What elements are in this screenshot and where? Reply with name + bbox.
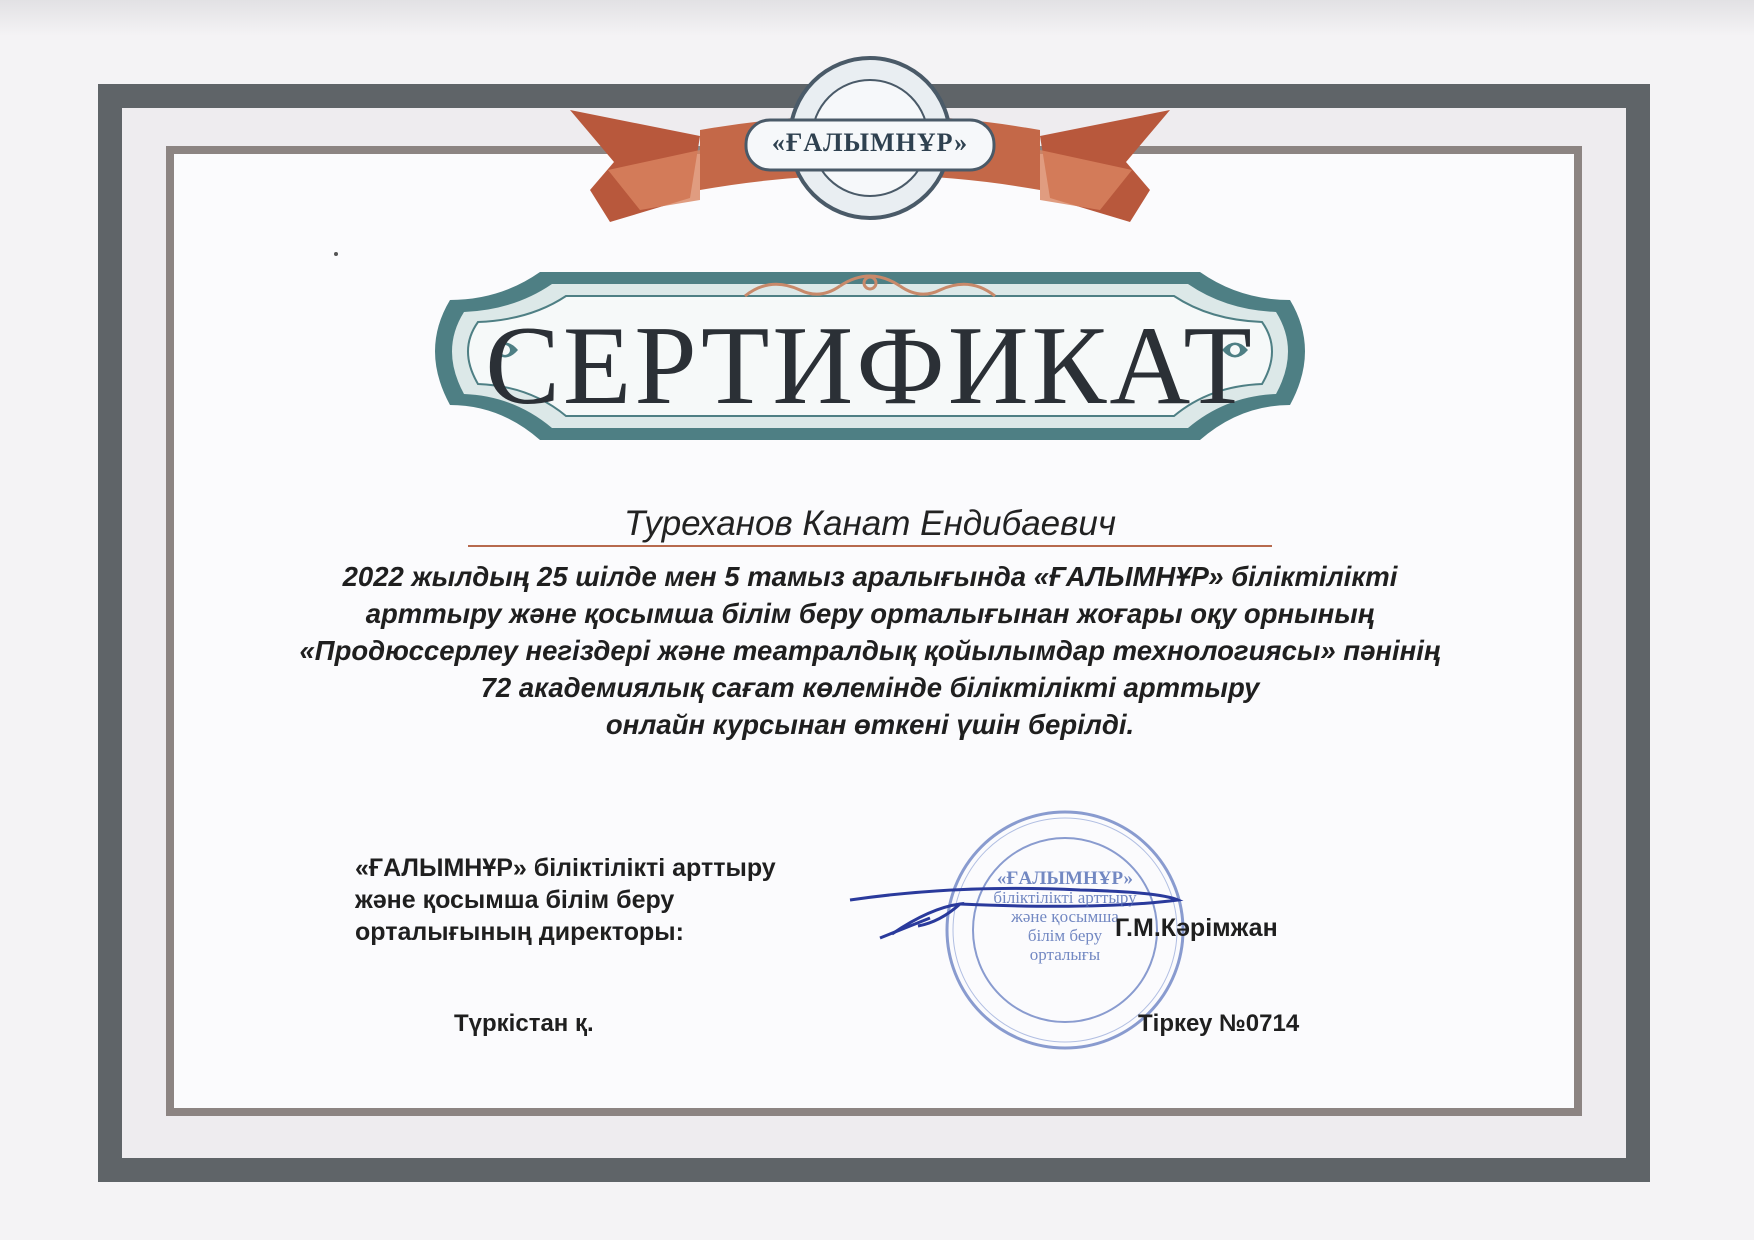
body-line: «Продюссерлеу негіздері және театралдық қойылымдар технологиясы» пәнінің [299,635,1441,666]
stamp-title: «ҒАЛЫМНҰР» [996,868,1134,889]
organization-line: «ҒАЛЫМНҰР» біліктілікті арттыру [355,854,776,882]
body-line: 2022 жылдың 25 шілде мен 5 тамыз аралығында «ҒАЛЫМНҰР» біліктілікті [342,561,1398,592]
recipient-name: Туреханов Канат Ендибаевич [624,504,1116,543]
organization-line: және қосымша білім беру [355,886,675,914]
organization-line: орталығының директоры: [355,918,684,946]
registration-number: Тіркеу №0714 [1138,1010,1300,1037]
body-line: арттыру және қосымша білім беру орталығынан жоғары оқу орнының [365,598,1375,629]
stamp-line: және қосымша [1011,907,1119,926]
certificate-title: СЕРТИФИКАТ [485,304,1255,428]
paper-speck [334,252,338,256]
organization-block [355,852,855,948]
logo-name: «ҒАЛЫМНҰР» [771,128,969,157]
name-underline [468,545,1272,547]
stamp-line: орталығы [1029,945,1101,964]
certificate-body [250,558,1490,743]
city: Түркістан қ. [454,1010,594,1037]
body-line: 72 академиялық сағат көлемінде біліктілікті арттыру [480,672,1260,703]
body-line: онлайн курсынан өткені үшін берілді. [605,709,1135,740]
director-name: Г.М.Кәрімжан [1115,914,1278,942]
stamp-line: біліктілікті арттыру [993,888,1137,907]
stamp-line: білім беру [1027,926,1103,945]
